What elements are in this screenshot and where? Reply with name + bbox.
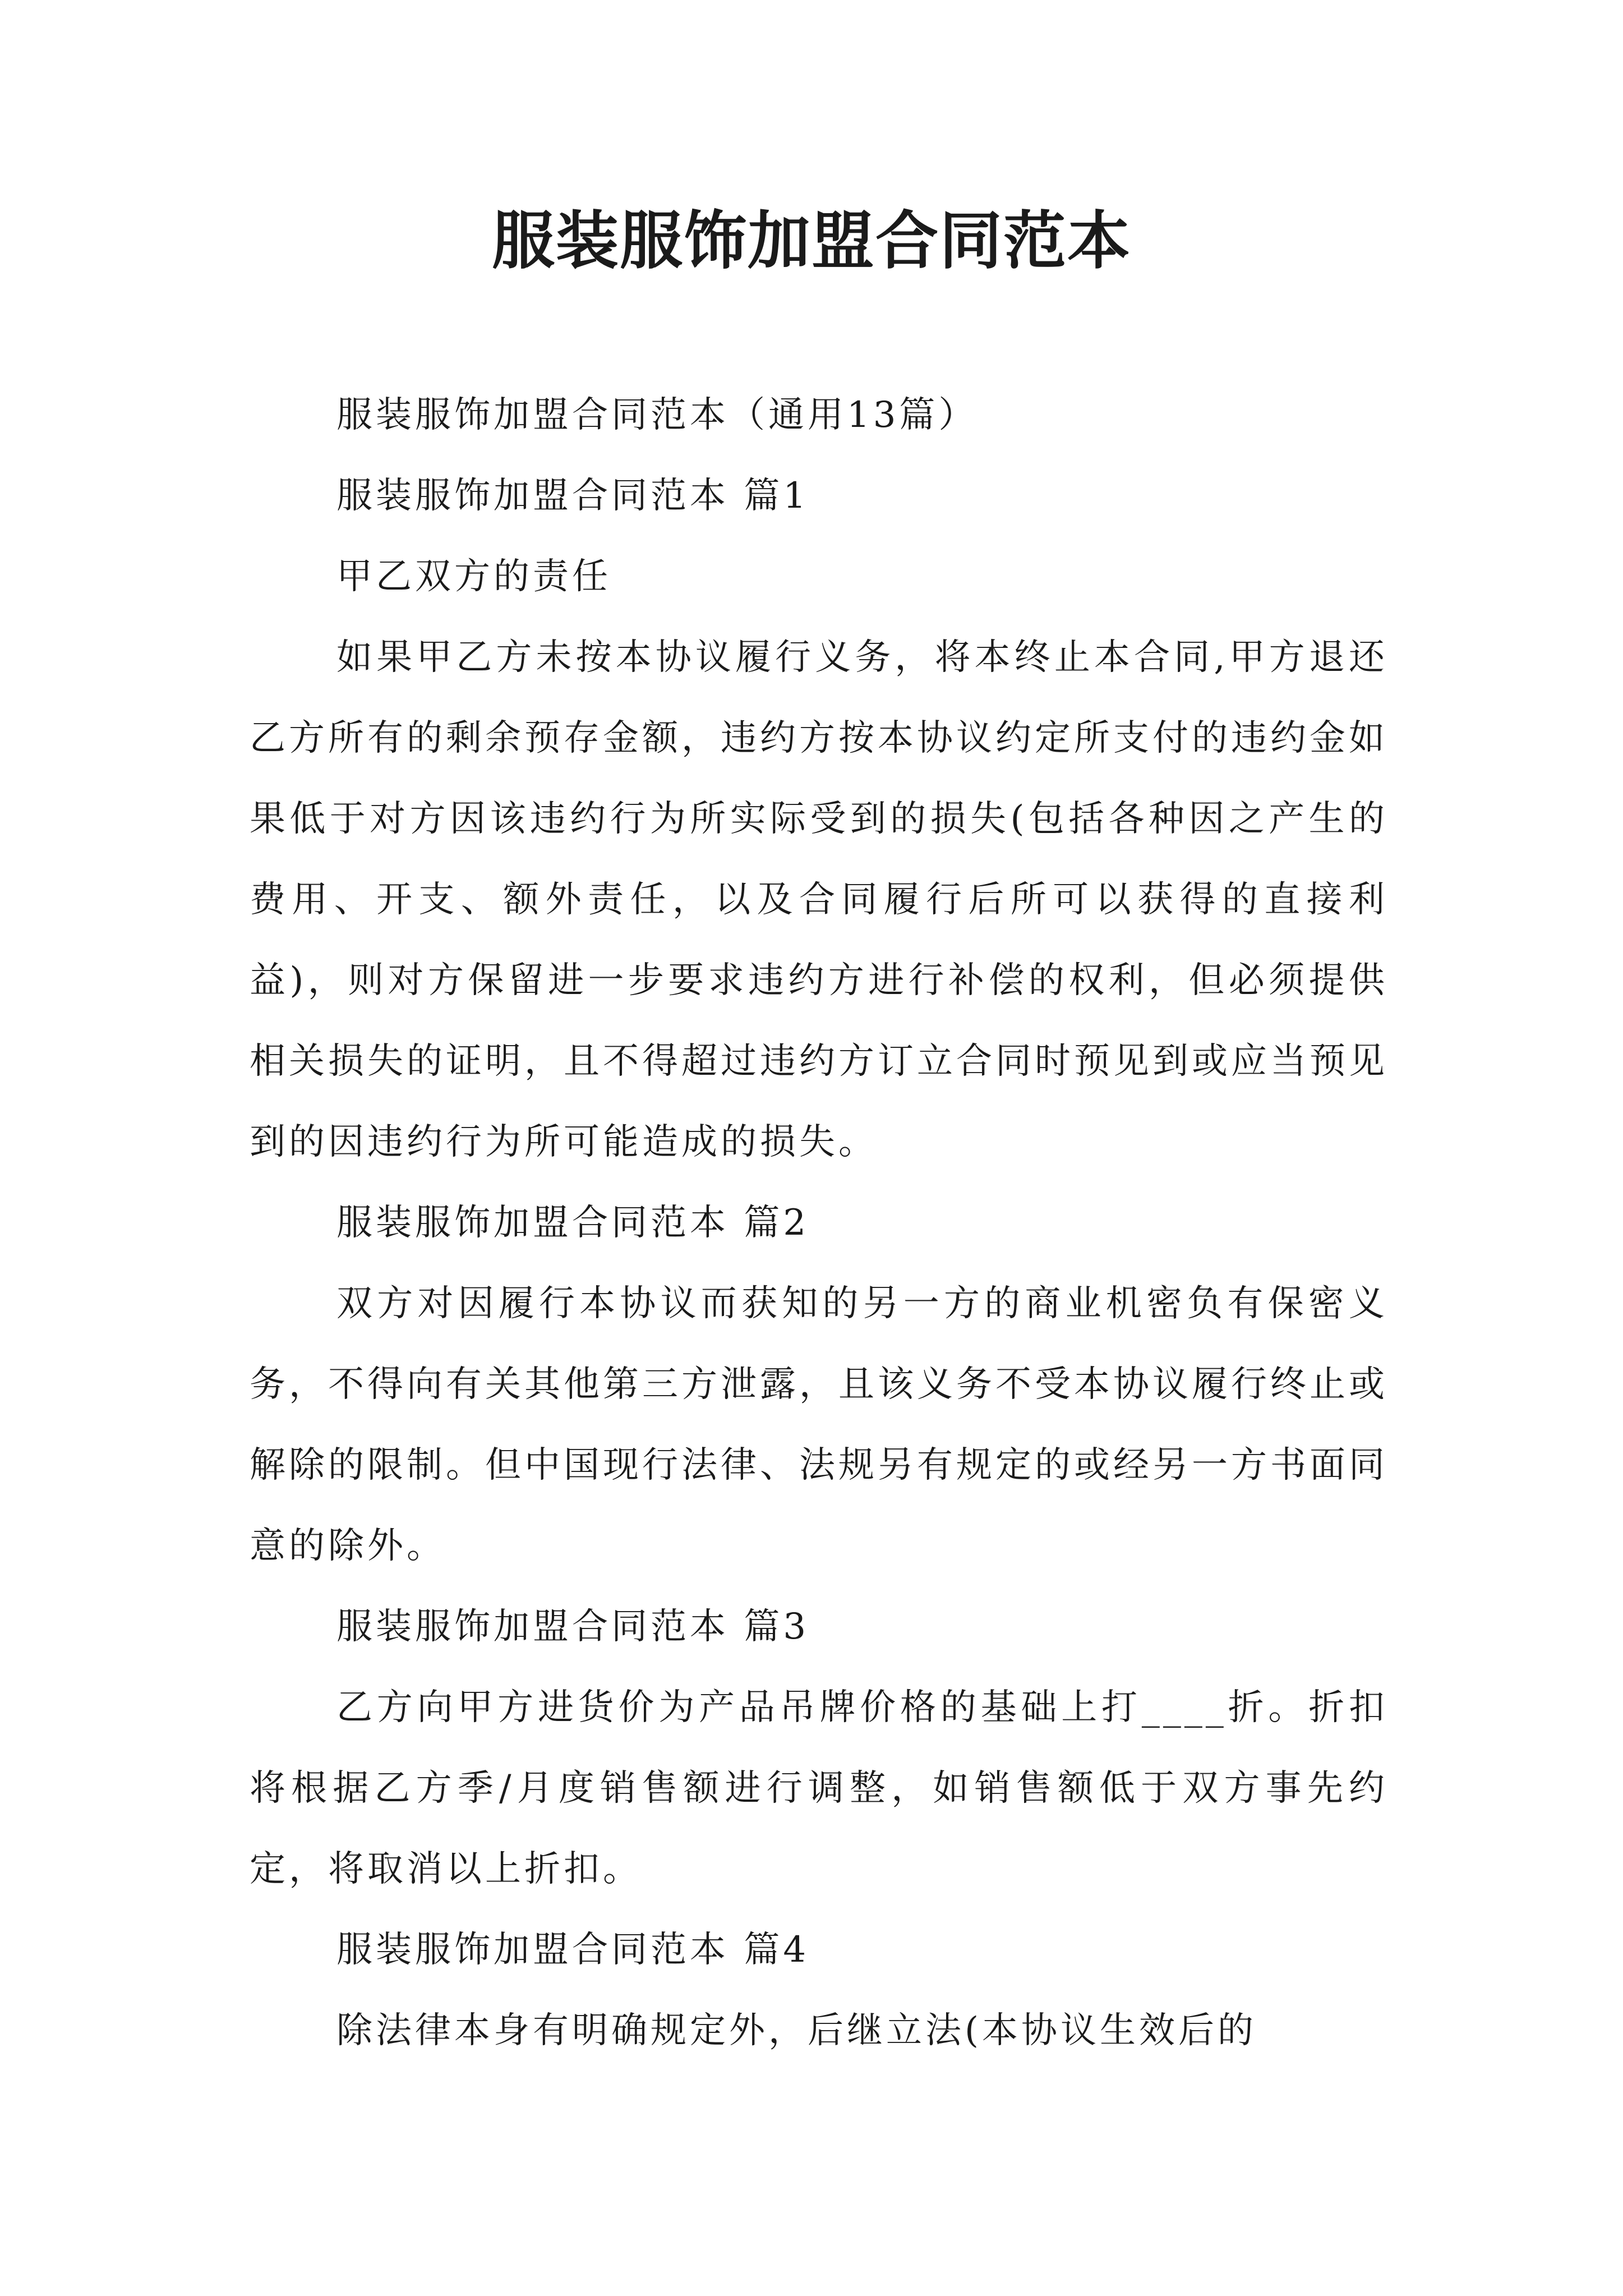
section-heading-1: 服装服饰加盟合同范本 篇1 [336, 475, 810, 517]
collection-heading: 服装服饰加盟合同范本（通用13篇） [336, 394, 978, 436]
body-paragraph: 如果甲乙方未按本协议履行义务，将本终止本合同,甲方退还乙方所有的剩余预存金额，违约方按本协议约定所支付的违约金如果低于对方因该违约行为所实际受到的损失(包括各种因之产生的费用、开支、额外责任，以及合同履行后所可以获得的直接利益)，则对方保留进一步要求违约方进行补偿的权利，但必须提供相关损失的证明，且不得超过违约方订立合同时预见到或应当预见到的因违约行为所可能造成的损失。 [250, 637, 1388, 1163]
document-body [250, 375, 1388, 2071]
subsection-heading: 甲乙双方的责任 [336, 556, 611, 597]
document-title: 服装服饰加盟合同范本 [492, 205, 1131, 278]
body-paragraph: 除法律本身有明确规定外，后继立法(本协议生效后的 [336, 2010, 1257, 2051]
section-heading-3: 服装服饰加盟合同范本 篇3 [336, 1606, 810, 1648]
section-heading-2: 服装服饰加盟合同范本 篇2 [336, 1202, 810, 1244]
body-paragraph: 乙方向甲方进货价为产品吊牌价格的基础上打____折。折扣将根据乙方季/月度销售额进行调整，如销售额低于双方事先约定，将取消以上折扣。 [250, 1687, 1388, 1890]
body-paragraph: 双方对因履行本协议而获知的另一方的商业机密负有保密义务，不得向有关其他第三方泄露，且该义务不受本协议履行终止或解除的限制。但中国现行法律、法规另有规定的或经另一方书面同意的除外。 [250, 1283, 1388, 1567]
section-heading-4: 服装服饰加盟合同范本 篇4 [336, 1929, 810, 1971]
